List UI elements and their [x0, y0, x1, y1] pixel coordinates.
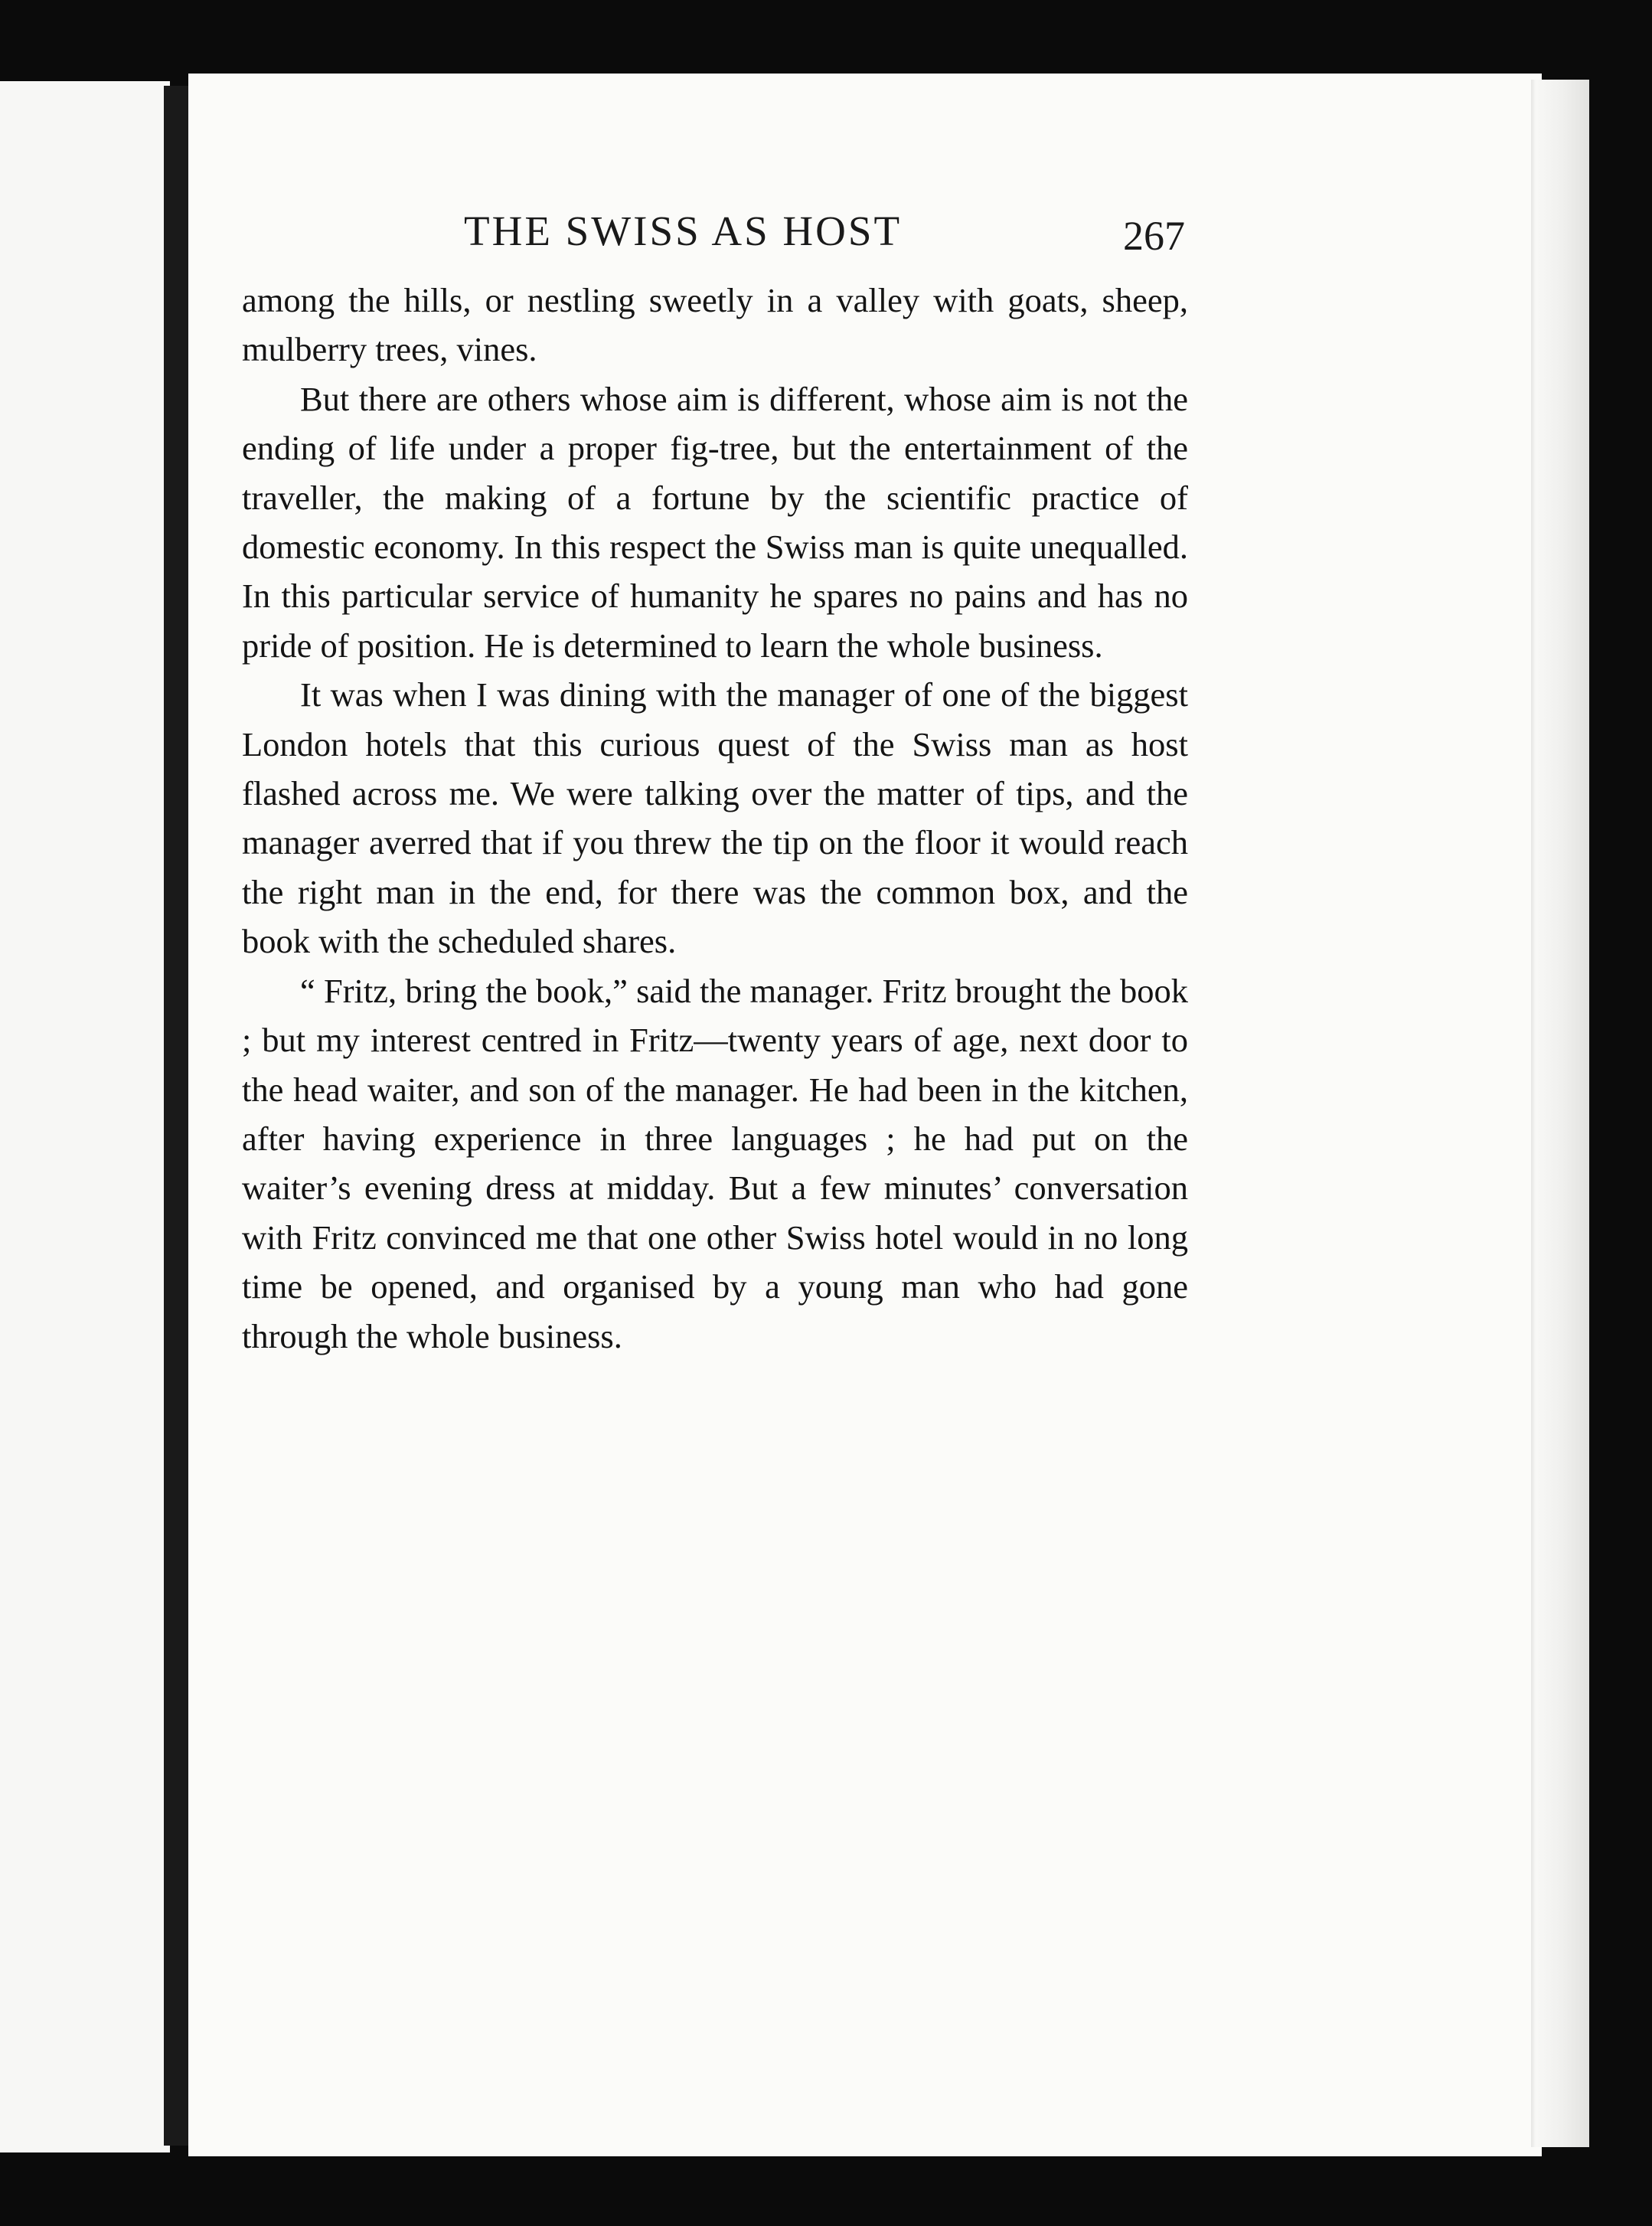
running-head: THE SWISS AS HOST [464, 208, 903, 254]
body-text [242, 276, 1188, 1361]
page-number: 267 [1123, 213, 1185, 259]
book-gutter [164, 86, 191, 2146]
facing-page-edge [0, 81, 170, 2152]
page-stack-edge [1531, 80, 1589, 2147]
paragraph: among the hills, or nestling sweetly in a valley with goats, sheep, mulberry trees, vines. [242, 281, 1188, 369]
paragraph: “ Fritz, bring the book,” said the manager. Fritz brought the book ; but my interest centred in Fritz—twenty years of age, next door to the head waiter, and son of the manager. He had been in the kitchen, after having experience in three languages ; he had put on the waiter’s evening dress at midday. But a few minutes’ conversation with Fritz convinced me that one other Swiss hotel would in no long time be opened, and organised by a young man who had gone through the whole business. [242, 971, 1188, 1355]
paragraph: But there are others whose aim is different, whose aim is not the ending of life under a proper fig-tree, but the entertainment of the traveller, the making of a fortune by the scientific practice of domestic economy. In this respect the Swiss man is quite unequalled. In this particular service of humanity he spares no pains and has no pride of position. He is determined to learn the whole business. [242, 379, 1188, 665]
paragraph: It was when I was dining with the manager of one of the biggest London hotels that this curious quest of the Swiss man as host flashed across me. We were talking over the matter of tips, and the manager averred that if you threw the tip on the floor it would reach the right man in the end, for there was the common box, and the book with the scheduled shares. [242, 675, 1188, 961]
